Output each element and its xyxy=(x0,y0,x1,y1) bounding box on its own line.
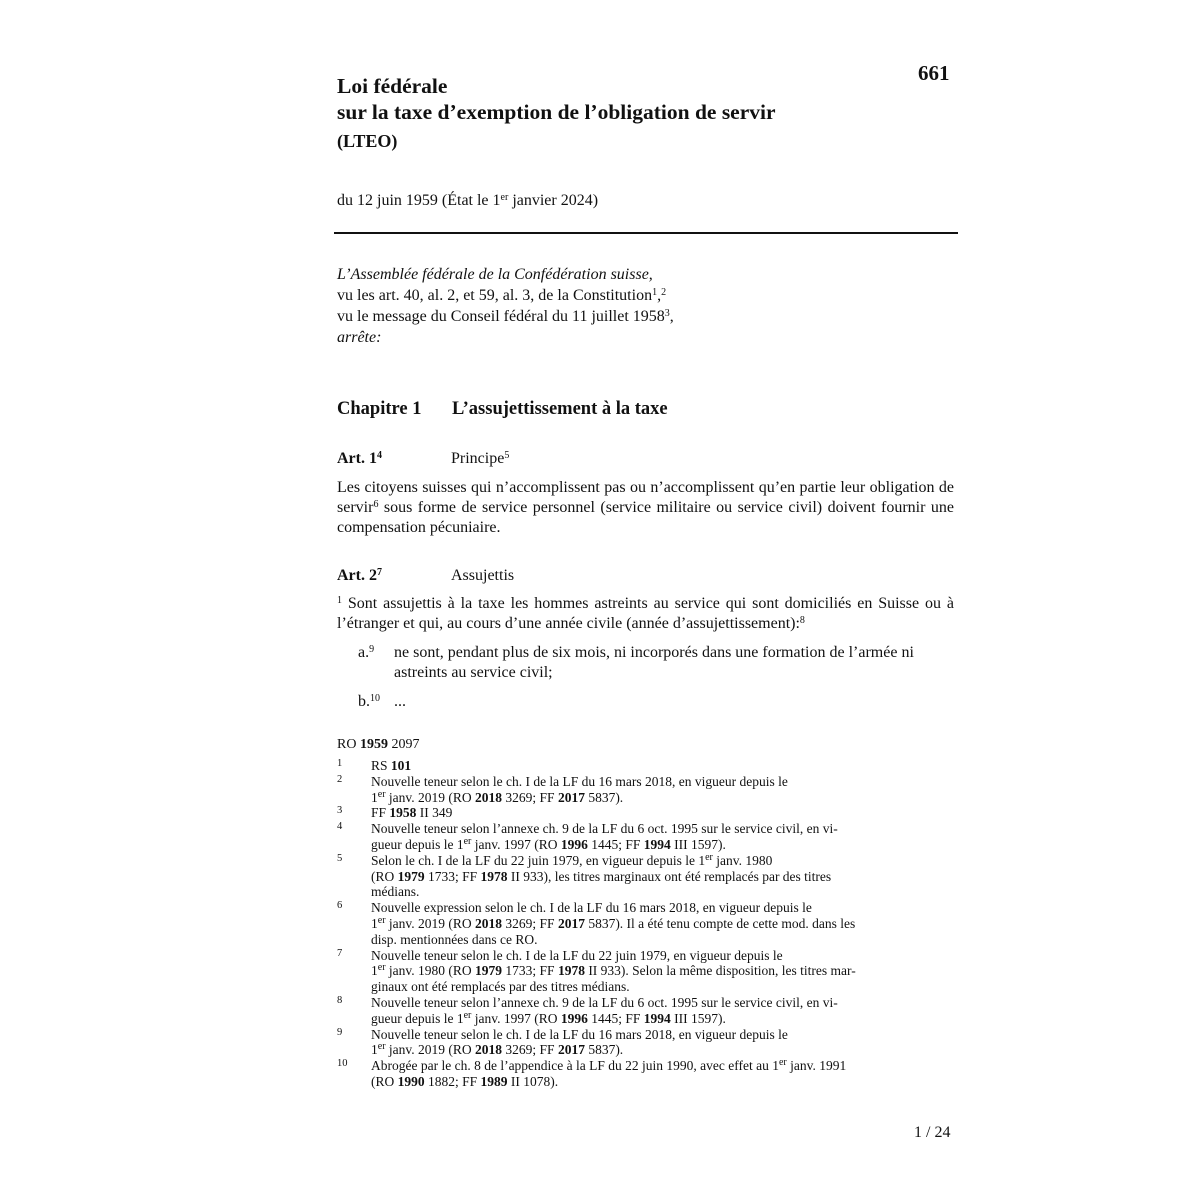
header-divider xyxy=(334,232,958,234)
footnote-ref[interactable]: 4 xyxy=(376,450,382,461)
law-title xyxy=(337,73,897,154)
footnote-number: 1 xyxy=(337,758,343,769)
footnote-text: Nouvelle teneur selon le ch. I de la LF du 16 mars 2018, en vigueur depuis le 1er janv. 2019 (RO 2018 3269; FF 2017 5837). xyxy=(371,773,788,805)
footnote-ref[interactable]: 2 xyxy=(661,287,667,298)
footnote-number: 6 xyxy=(337,900,343,912)
item-a-label: a. xyxy=(358,644,370,661)
preamble-assembly: L’Assemblée fédérale de la Confédération suisse, xyxy=(337,266,653,283)
footnote-ref[interactable]: 8 xyxy=(799,615,805,626)
footnote-ref[interactable]: 5 xyxy=(504,450,510,461)
title-line-1: Loi fédérale xyxy=(337,74,448,98)
title-abbreviation: (LTEO) xyxy=(337,131,398,151)
list-item-text: ne sont, pendant plus de six mois, ni incorporés dans une formation de l’armée ni astreints au service civil; xyxy=(394,644,914,681)
list-item xyxy=(358,692,954,712)
footnote-text: Abrogée par le ch. 8 de l’appendice à la LF du 22 juin 1990, avec effet au 1er janv. 1991 (RO 1990 1882; FF 1989 II 1078). xyxy=(371,1057,847,1089)
footnote-text: Selon le ch. I de la LF du 22 juin 1979, en vigueur depuis le 1er janv. 1980 (RO 1979 1733; FF 1978 II 933), les titres marginaux ont été remplacés par des titres médians. xyxy=(371,851,832,900)
footnote-ref[interactable]: 10 xyxy=(370,693,380,704)
vu1-text: vu les art. 40, al. 2, et 59, al. 3, de la Constitution xyxy=(337,287,653,304)
footnote-number: 4 xyxy=(337,821,343,833)
article-1-heading xyxy=(337,450,509,468)
footnote xyxy=(337,1027,957,1059)
footnote-text: Nouvelle teneur selon le ch. I de la LF du 22 juin 1979, en vigueur depuis le 1er janv. 1980 (RO 1979 1733; FF 1978 II 933). Selon la même disposition, les titres mar- ginaux ont été remplacés par des titres médians. xyxy=(371,947,856,995)
pagination: 1 / 24 xyxy=(914,1124,951,1141)
footnote xyxy=(337,948,957,995)
preamble-vu-constitution xyxy=(337,285,957,306)
footnote-ref[interactable]: 1 xyxy=(652,287,658,298)
article-number xyxy=(337,567,451,585)
footnote xyxy=(337,758,957,774)
footnote xyxy=(337,853,957,900)
ro-prefix: RO xyxy=(337,737,360,752)
footnote xyxy=(337,821,957,853)
article-1-number-text: Art. 1 xyxy=(337,450,377,467)
list-item-label xyxy=(358,643,374,663)
footnote-number: 7 xyxy=(337,947,343,959)
footnote-text: RS 101 xyxy=(371,758,412,773)
footnote xyxy=(337,805,957,821)
title-line-2: sur la taxe d’exemption de l’obligation de servir xyxy=(337,100,776,124)
preamble-arrete: arrête: xyxy=(337,329,382,346)
footnote xyxy=(337,995,957,1027)
article-title: Principe xyxy=(451,450,505,467)
preamble xyxy=(337,264,957,348)
date-text: du 12 juin 1959 (État le 1 xyxy=(337,192,501,209)
law-date xyxy=(337,192,598,210)
list-item-text: ... xyxy=(394,693,406,710)
list-item-label xyxy=(358,692,380,712)
article-title: Assujettis xyxy=(451,567,515,584)
footnote-ref[interactable]: 3 xyxy=(664,308,670,319)
footnote-number: 5 xyxy=(337,852,343,864)
footnote-text: Nouvelle teneur selon le ch. I de la LF du 16 mars 2018, en vigueur depuis le 1er janv. 2019 (RO 2018 3269; FF 2017 5837). xyxy=(371,1026,788,1058)
chapter-title: L’assujettissement à la taxe xyxy=(452,399,668,419)
footnote-number: 9 xyxy=(337,1026,343,1038)
art1-text-a: Les citoyens suisses qui n’accomplissent pas ou n’accomplissent qu’en partie leur obligation de servir xyxy=(337,479,954,516)
footnote-number: 8 xyxy=(337,994,343,1006)
footnotes-section xyxy=(337,758,957,1090)
art2-paragraph-text: Sont assujettis à la taxe les hommes astreints au service qui sont domiciliés en Suisse ou à l’étranger et qui, au cours d’une année civile (année d’assujettissement): xyxy=(337,595,954,632)
article-number xyxy=(337,450,451,468)
footnote xyxy=(337,900,957,947)
ro-year: 1959 xyxy=(359,737,388,752)
footnote-text: FF 1958 II 349 xyxy=(371,805,453,821)
date-text-end: janvier 2024) xyxy=(508,192,599,209)
date-superscript: er xyxy=(500,192,509,203)
ro-suffix: 2097 xyxy=(387,737,420,752)
article-2-heading xyxy=(337,567,514,585)
page-number: 661 xyxy=(918,61,950,85)
footnote-text: Nouvelle expression selon le ch. I de la LF du 16 mars 2018, en vigueur depuis le 1er janv. 2019 (RO 2018 3269; FF 2017 5837). Il a été tenu compte de cette mod. dans les disp. mentionnées dans ce RO. xyxy=(371,900,856,947)
footnote-text: Nouvelle teneur selon l’annexe ch. 9 de la LF du 6 oct. 1995 sur le service civil, en vi- gueur depuis le 1er janv. 1997 (RO 1996 1445; FF 1994 III 1597). xyxy=(371,821,838,852)
footnote xyxy=(337,1058,957,1090)
art1-text-b: sous forme de service personnel (service militaire ou service civil) doivent fournir une compensation pécuniaire. xyxy=(337,499,954,536)
footnote-ref[interactable]: 7 xyxy=(376,567,382,578)
footnote xyxy=(337,774,957,806)
footnote-text: Nouvelle teneur selon l’annexe ch. 9 de la LF du 6 oct. 1995 sur le service civil, en vi- gueur depuis le 1er janv. 1997 (RO 1996 1445; FF 1994 III 1597). xyxy=(371,994,838,1026)
ro-reference xyxy=(337,737,419,753)
footnote-ref[interactable]: 9 xyxy=(369,644,375,655)
footnote-number: 3 xyxy=(337,805,343,817)
footnote-number: 10 xyxy=(337,1058,348,1070)
article-2-number-text: Art. 2 xyxy=(337,567,377,584)
vu2-end: , xyxy=(669,308,674,325)
vu2-text: vu le message du Conseil fédéral du 11 juillet 1958 xyxy=(337,308,665,325)
chapter-heading xyxy=(337,399,668,420)
article-2-paragraph-1 xyxy=(337,594,954,634)
vu1-sep: , xyxy=(657,287,662,304)
preamble-vu-message xyxy=(337,306,957,327)
item-b-label: b. xyxy=(358,693,370,710)
chapter-number: Chapitre 1 xyxy=(337,399,422,419)
footnote-ref[interactable]: 6 xyxy=(373,499,379,510)
list-item xyxy=(358,643,954,683)
paragraph-number: 1 xyxy=(337,595,342,606)
footnote-number: 2 xyxy=(337,773,343,785)
article-1-text xyxy=(337,478,954,538)
